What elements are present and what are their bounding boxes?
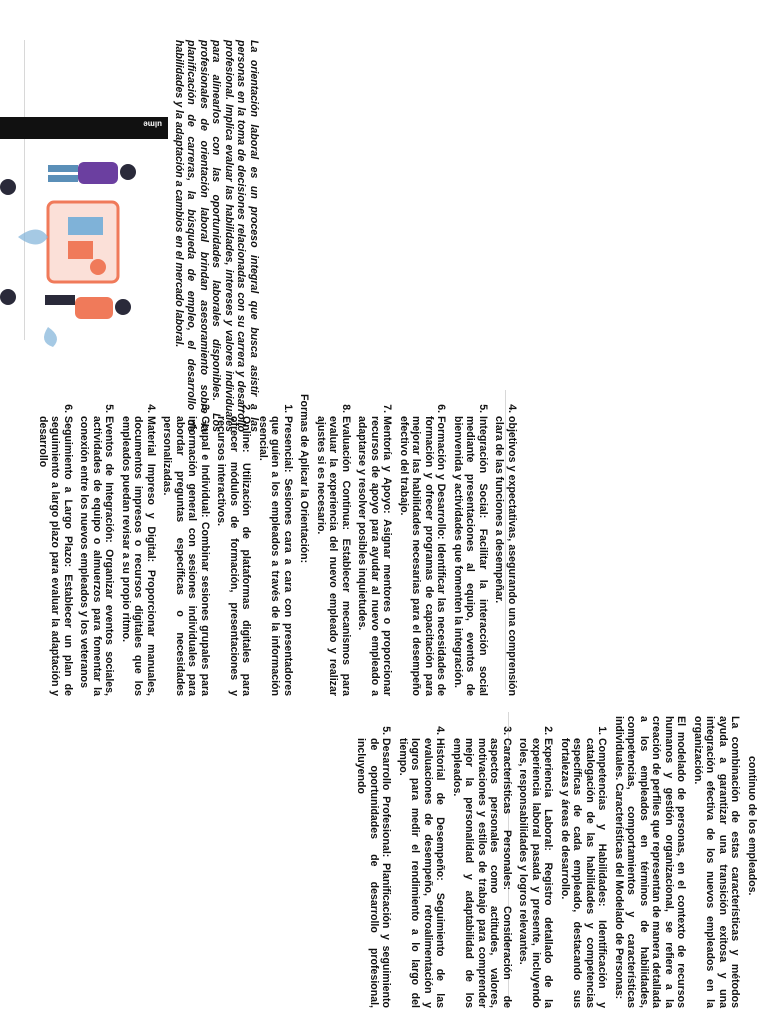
orientation-illustration (0, 117, 169, 355)
list-item: 4. Material Impreso y Digital: Proporcionar manuales, documentos impresos o recursos digitales que los empleados puedan revisar a su propio ritmo. (120, 416, 158, 696)
list-item: 3. Características Personales: Consideración de aspectos personales como actitudes, valores, motivaciones y estilos de trabajo para comprender mejor la personalidad y adaptabilidad de los empleados. (451, 738, 514, 1008)
list-item: 4. Historial de Desempeño: Seguimiento de las evaluaciones de desempeño, retroalimentación y logros para medir el rendimiento a lo largo del tiempo. (397, 738, 447, 1008)
continuation-line: continuo de los empleados. (746, 756, 758, 896)
list-item: 7. Mentoría y Apoyo: Asignar mentores o proporcionar recursos de apoyo para ayudar al nuevo empleado a adaptarse y resolver posibles inquietudes. (356, 416, 394, 696)
intro-paragraph: La orientación laboral es un proceso integral que busca asistir a las personas en la toma de decisiones relacionadas con su carrera y desarrollo profesional. Implica evaluar las habilidades, intereses y valores individuales para alinearlos con las oportunidades laborales disponibles. Los profesionales de orientación laboral brindan asesoramiento sobre la planificación de carreras, la búsqueda de empleo, el desarrollo de habilidades y la adaptación a cambios en el mercado laboral. (173, 40, 260, 432)
list-item: 5. Eventos de Integración: Organizar eventos sociales, actividades de equipo o almuerzos para fomentar la conexión entre los nuevos empleados y los veteranos (78, 416, 116, 696)
page-panel-2 (30, 390, 520, 700)
list-item: 3. Grupal e Individual: Combinar sesiones grupales para información general con sesiones individuales para abordar preguntas específicas o necesidades personalizadas. (161, 416, 211, 696)
people-around-screen-illustration (0, 117, 169, 355)
list-item: 2. Experiencia Laboral: Registro detallado de la experiencia laboral pasada y presente, incluyendo roles, responsabilidades y logros relevantes. (517, 738, 555, 1008)
list-item: 1. Presencial: Sesiones cara a cara con presentadores que guíen a los empleados a través de la información esencial. (257, 416, 295, 696)
list-item: 8. Evaluación Continua: Establecer mecanismos para evaluar la experiencia del nuevo empleado y realizar ajustes si es necesario. (315, 416, 353, 696)
modeling-paragraph: El modelado de personas, en el contexto de recursos humanos y gestión organizacional, se refiere a la creación de perfiles que representan de manera detallada a los empleados en términos de habilidades, competencias, comportamientos y características individuales. Características del Modelado de Personas: (613, 716, 688, 1008)
list-item: 6. Formación y Desarrollo: Identificar las necesidades de formación y ofrecer programas de capacitación para mejorar las habilidades necesarias para el desempeño efectivo del trabajo. (398, 416, 448, 696)
modeling-list (355, 716, 609, 1008)
characteristics-list-continued (315, 394, 519, 696)
page-panel-1 (30, 36, 262, 436)
list-item: 5. Desarrollo Profesional: Planificación y seguimiento de oportunidades de desarrollo profesional, incluyendo (355, 738, 393, 1008)
list-item: 1. Competencias y Habilidades: Identificación y catalogación de las habilidades y competencias específicas de cada empleado, destacando sus fortalezas y áreas de desarrollo. (559, 738, 609, 1008)
list-item: 6. Seguimiento a Largo Plazo: Establecer un plan de seguimiento a largo plazo para evaluar la adaptación y desarrollo (37, 416, 75, 696)
list-item: 4. objetivos y expectativas, asegurando una comprensión clara de las funciones a desempeñar. (493, 416, 518, 696)
list-item: 5. Integración Social: Facilitar la interacción social mediante presentaciones al equipo, eventos de bienvenida y actividades que fomenten la integración. (452, 416, 490, 696)
summary-paragraph: La combinación de estas características y métodos ayuda a garantizar una transición exitosa y una integración efectiva de los nuevos empleados en la organización. (692, 716, 742, 1008)
logo-text: ulme (143, 119, 163, 129)
forms-list (37, 394, 295, 696)
list-item: 2. Online: Utilización de plataformas digitales para ofrecer módulos de formación, presentaciones y recursos interactivos. (215, 416, 253, 696)
forms-heading: Formas de Aplicar la Orientación: (298, 394, 311, 564)
page-panel-3 (355, 712, 760, 1012)
